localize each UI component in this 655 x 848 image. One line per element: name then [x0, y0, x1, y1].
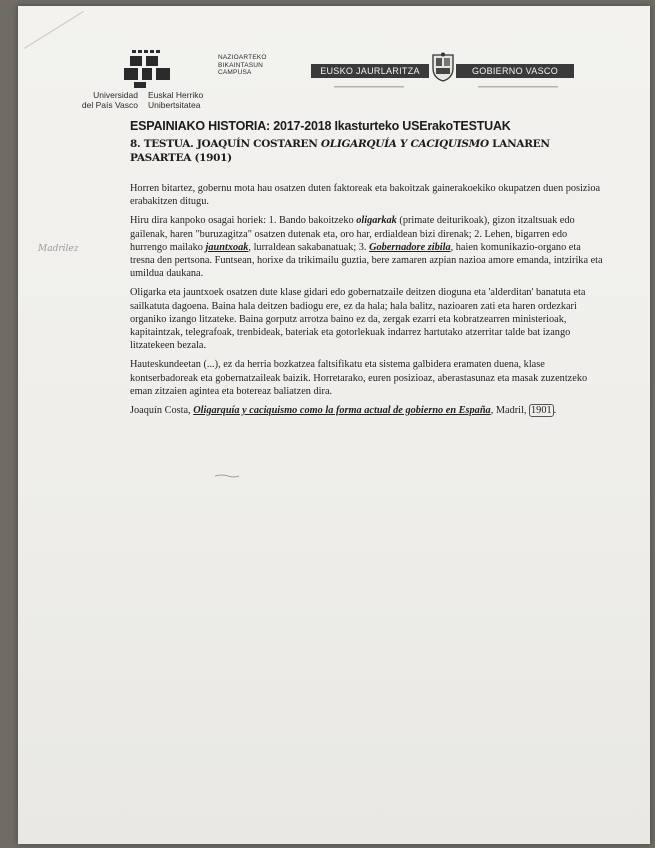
document-title: ESPAINIAKO HISTORIA: 2017-2018 Ikasturteko USErakoTESTUAK	[130, 119, 511, 133]
citation: Joaquín Costa, Oligarquía y caciquismo como la forma actual de gobierno en España, Madril, 1901 .	[130, 405, 557, 417]
university-name-eu: Euskal Herriko Unibertsitatea	[148, 90, 204, 110]
gov-banner-eu: EUSKO JAURLARITZA	[311, 64, 429, 78]
gov-subtext-mark	[334, 84, 404, 90]
page-crease	[24, 11, 105, 83]
citation-year: 1901	[531, 405, 552, 417]
paragraph-4: Hauteskundeetan (...), ez da herria bozkatzea faltsifikatu eta sistema galbidera eramaten duena, klase kontserbadoreak eta gobernatzaileak baizik. Horretarako, euren posizioaz, aberastasunaz eta masak zuzentzeko eman zitzaien agintea eta botereaz baliatzen dira.	[130, 359, 588, 397]
paragraph-3: Oligarka eta jauntxoek osatzen dute klase gidari edo gobernatzaile deitzen dioguna eta 'alderditan' banatuta eta sailkatuta dagoena. Baina hala deitzen badiogu ere, ez da hala; hala balitz, nazioaren zati eta haren ordezkari organiko izango litzateke. Baina gorputz arrotza baino ez da, zergak ezarri eta kobratzearren ministerioak, kapitaintzak, telegrafoak, trenbideak, bateriak eta gotorlekuak indarrez hartutako atzerritar talde bat izango litzatekeen bezala.	[130, 287, 586, 352]
coat-of-arms-icon	[430, 52, 456, 82]
paragraph-1: Horren bitartez, gobernu mota hau osatzen duten faktoreak eta bakoitzak gainerakoekiko okupatzen duen posizioa erabakitzen ditugu.	[130, 183, 601, 208]
university-name-es: Universidad del País Vasco	[81, 90, 138, 110]
paragraph-2: Hiru dira kanpoko osagai horiek: 1. Bando bakoitzeko oligarkak (primate deiturikoak), gizon itzaltsuak edo gailenak, haren "buruzagitza" osatzen dutenak eta, oro har, erdialdean bizi direnak; 2. Lehen, bigarren edo hurrengo mailako jauntxoak, lurraldean sakabanatuak; 3. Gobernadore zibila, haien komunikazio-organo eta tresna den pertsona. Funtsean, horixe da trikimailu guztia, bere zamaren azpian nazioa amore emanda, intzirika eta umildua daukana.	[130, 215, 603, 280]
document-page	[18, 6, 650, 844]
document-body	[130, 182, 604, 423]
gov-banner-es: GOBIERNO VASCO	[456, 64, 574, 78]
gov-subtext-mark	[478, 84, 558, 90]
pen-underline-mark	[214, 473, 240, 479]
document-subtitle: 8. TESTUA. JOAQUÍN COSTAREN OLIGARQUÍA Y CACIQUISMO LANAREN PASARTEA (1901)	[130, 138, 550, 164]
campus-label: NAZIOARTEKO BIKAINTASUN CAMPUSA	[218, 54, 267, 76]
handwritten-margin-note: Madrilez	[38, 244, 79, 254]
